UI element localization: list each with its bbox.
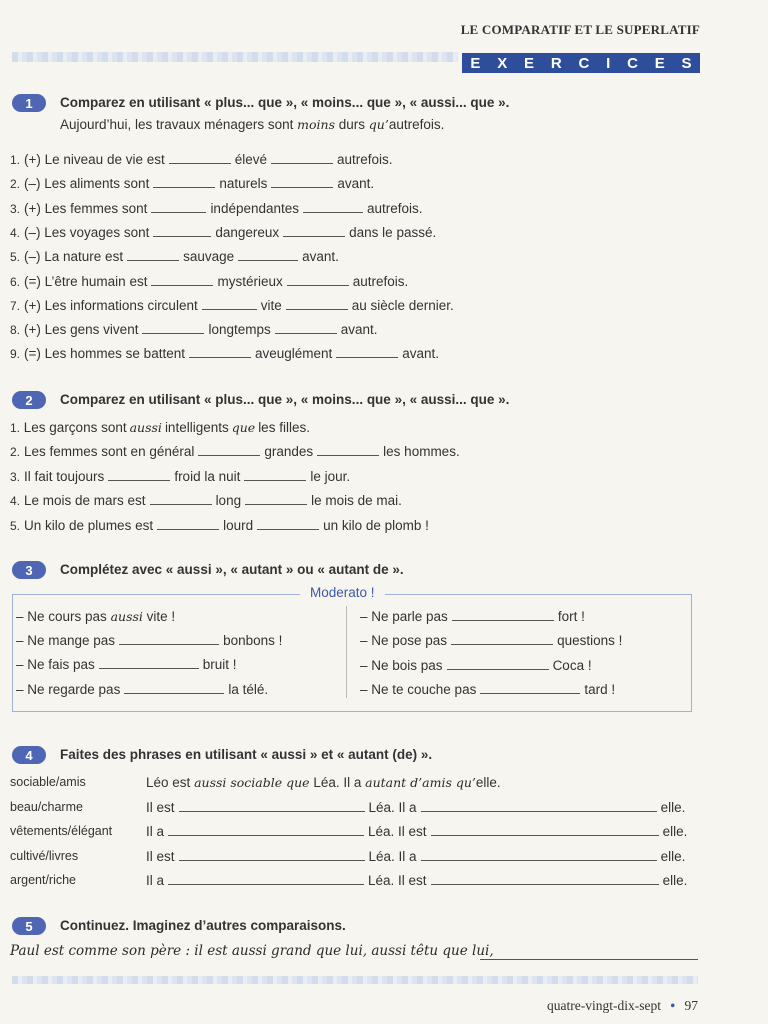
list-item: Il a Léa. Il est elle.	[146, 824, 688, 840]
answer-blank[interactable]	[189, 356, 251, 358]
answer-blank[interactable]	[127, 259, 179, 261]
answer-blank[interactable]	[303, 211, 363, 213]
answer-blank[interactable]	[431, 883, 659, 885]
handwritten-answer: aussi	[129, 420, 162, 435]
exercise-instruction: Comparez en utilisant « plus... que », « moins... que », « aussi... que ».	[60, 392, 510, 407]
answer-blank[interactable]	[421, 810, 657, 812]
page-footer	[547, 998, 698, 1014]
list-item: 4. Le mois de mars est long le mois de mai.	[10, 493, 402, 508]
chapter-title: LE COMPARATIF ET LE SUPERLATIF	[460, 22, 700, 37]
answer-blank[interactable]	[431, 834, 659, 836]
list-item: – Ne bois pas Coca !	[360, 657, 592, 673]
answer-blank[interactable]	[168, 883, 364, 885]
handwritten-answer: aussi	[110, 609, 143, 624]
list-item: – Ne pose pas questions !	[360, 633, 623, 649]
list-item: 8. (+) Les gens vivent longtemps avant.	[10, 322, 378, 338]
example-sentence: Aujourd’hui, les travaux ménagers sont moins durs qu’autrefois.	[60, 117, 445, 132]
answer-blank[interactable]	[283, 235, 345, 237]
section-label-letter: R	[550, 54, 562, 72]
answer-blank[interactable]	[480, 959, 698, 960]
exercise-number: 1	[25, 95, 33, 111]
section-label-letter: I	[606, 54, 611, 72]
answer-blank[interactable]	[451, 643, 553, 645]
exercise-number: 2	[25, 392, 33, 408]
list-item: Il est Léa. Il a elle.	[146, 800, 686, 815]
handwritten-answer: aussi sociable que	[194, 775, 310, 790]
answer-blank[interactable]	[452, 619, 554, 621]
list-item: – Ne cours pas aussi vite !	[16, 609, 176, 624]
exercise-number: 4	[25, 747, 33, 763]
answer-blank[interactable]	[257, 528, 319, 530]
list-item: 5. (–) La nature est sauvage avant.	[10, 249, 339, 265]
section-label-letter: S	[681, 54, 692, 72]
handwritten-answer: autant d’amis qu’	[365, 775, 476, 790]
handwritten-answer: Paul est comme son père : il est aussi grand que lui, aussi têtu que lui,	[10, 943, 494, 959]
answer-blank[interactable]	[99, 667, 199, 669]
answer-blank[interactable]	[202, 308, 257, 310]
answer-blank[interactable]	[168, 834, 364, 836]
answer-blank[interactable]	[108, 479, 170, 481]
list-item: 2. Les femmes sont en général grandes les hommes.	[10, 444, 460, 459]
prompt-label: argent/riche	[10, 873, 77, 888]
answer-blank[interactable]	[480, 692, 580, 694]
answer-blank[interactable]	[244, 479, 306, 481]
column-divider	[346, 606, 347, 698]
answer-blank[interactable]	[169, 162, 231, 164]
section-label-letter: E	[524, 54, 535, 72]
exercise-number-badge	[12, 917, 46, 935]
page-number-words: quatre-vingt-dix-sept	[547, 998, 662, 1013]
answer-blank[interactable]	[119, 643, 219, 645]
list-item: – Ne regarde pas la télé.	[16, 681, 269, 697]
handwritten-answer: que	[231, 420, 256, 435]
exercise-instruction: Faites des phrases en utilisant « aussi » et « autant (de) ».	[60, 747, 433, 762]
answer-blank[interactable]	[421, 859, 657, 861]
list-item: 9. (=) Les hommes se battent aveuglément avant.	[10, 346, 440, 362]
page-number: 97	[684, 998, 698, 1013]
section-label-letter: C	[627, 54, 638, 72]
answer-blank[interactable]	[198, 454, 260, 456]
list-item: – Ne fais pas bruit !	[16, 657, 237, 673]
section-label-bar	[462, 53, 700, 73]
list-item: 3. Il fait toujours froid la nuit le jour.	[10, 468, 351, 484]
list-item: 2. (–) Les aliments sont naturels avant.	[10, 176, 375, 192]
prompt-label: beau/charme	[10, 800, 83, 814]
decorative-stripe	[12, 976, 698, 984]
list-item: 1. Les garçons sont aussi intelligents que les filles.	[10, 420, 310, 435]
answer-blank[interactable]	[286, 308, 348, 310]
answer-blank[interactable]	[157, 528, 219, 530]
footer-bullet: •	[670, 998, 676, 1013]
exercise-number-badge	[12, 561, 46, 579]
exercise-instruction: Complétez avec « aussi », « autant » ou « autant de ».	[60, 562, 404, 577]
answer-blank[interactable]	[153, 235, 211, 237]
list-item: – Ne te couche pas tard !	[360, 681, 616, 697]
answer-blank[interactable]	[238, 259, 298, 261]
decorative-stripe	[12, 52, 458, 62]
answer-blank[interactable]	[142, 332, 204, 334]
prompt-label: sociable/amis	[10, 775, 86, 789]
list-item: Il a Léa. Il est elle.	[146, 873, 688, 889]
list-item: 4. (–) Les voyages sont dangereux dans le passé.	[10, 224, 437, 240]
list-item: – Ne parle pas fort !	[360, 609, 585, 624]
answer-blank[interactable]	[150, 503, 212, 505]
exercise-instruction: Comparez en utilisant « plus... que », « moins... que », « aussi... que ».	[60, 95, 510, 110]
exercise-instruction: Continuez. Imaginez d’autres comparaisons.	[60, 918, 346, 933]
answer-blank[interactable]	[151, 284, 213, 286]
list-item: – Ne mange pas bonbons !	[16, 633, 283, 648]
box-title: Moderato !	[300, 585, 385, 600]
exercise-number-badge	[12, 94, 46, 112]
list-item: 5. Un kilo de plumes est lourd un kilo de plomb !	[10, 517, 429, 533]
section-label-letter: E	[654, 54, 665, 72]
exercise-number-badge	[12, 746, 46, 764]
example-sentence: Léo est aussi sociable que Léa. Il a autant d’amis qu’elle.	[146, 775, 501, 790]
list-item: 7. (+) Les informations circulent vite au siècle dernier.	[10, 297, 454, 313]
handwritten-answer: qu’	[368, 117, 389, 132]
list-item: Il est Léa. Il a elle.	[146, 848, 686, 864]
answer-blank[interactable]	[447, 668, 549, 670]
prompt-label: cultivé/livres	[10, 848, 79, 863]
prompt-label: vêtements/élégant	[10, 824, 113, 839]
answer-blank[interactable]	[271, 162, 333, 164]
handwritten-answer: moins	[297, 117, 335, 132]
list-item: 1. (+) Le niveau de vie est élevé autrefois.	[10, 152, 393, 167]
answer-blank[interactable]	[336, 356, 398, 358]
list-item: 6. (=) L’être humain est mystérieux autrefois.	[10, 273, 409, 289]
answer-blank[interactable]	[275, 332, 337, 334]
section-label-letter: X	[497, 54, 508, 72]
section-label-letter: E	[470, 54, 481, 72]
answer-blank[interactable]	[151, 211, 206, 213]
exercise-number: 3	[25, 562, 33, 578]
answer-blank[interactable]	[153, 186, 215, 188]
answer-blank[interactable]	[179, 810, 365, 812]
answer-blank[interactable]	[271, 186, 333, 188]
answer-blank[interactable]	[124, 692, 224, 694]
answer-blank[interactable]	[317, 454, 379, 456]
section-label-letter: C	[578, 54, 590, 72]
exercise-number: 5	[25, 918, 33, 934]
answer-blank[interactable]	[179, 859, 365, 861]
answer-blank[interactable]	[287, 284, 349, 286]
exercise-number-badge	[12, 391, 46, 409]
answer-blank[interactable]	[245, 503, 307, 505]
list-item: 3. (+) Les femmes sont indépendantes autrefois.	[10, 200, 423, 216]
